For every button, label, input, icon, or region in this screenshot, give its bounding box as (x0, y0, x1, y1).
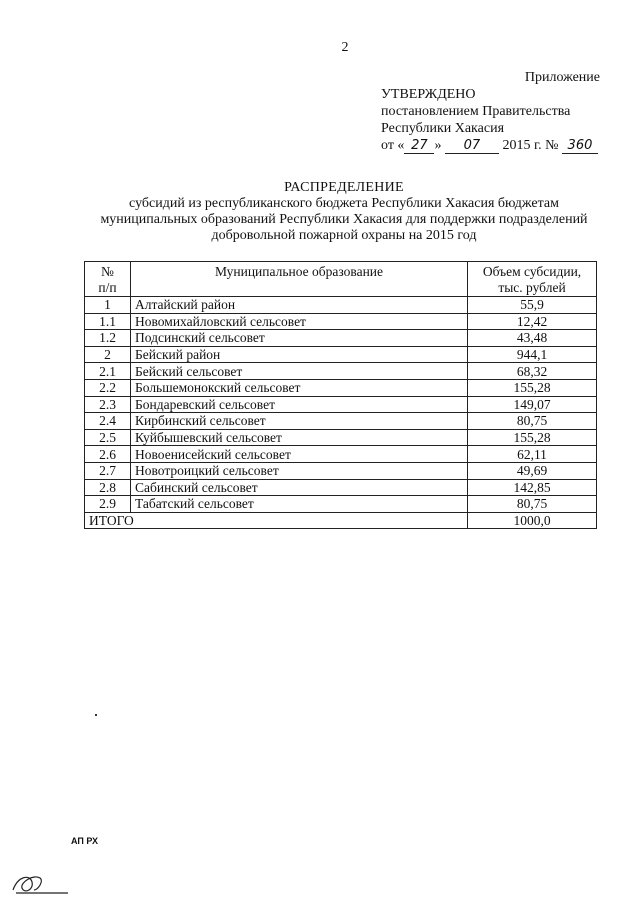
footer-mark: АП РХ (71, 836, 99, 846)
appendix-label: Приложение (524, 70, 600, 85)
row-municipality: Бондаревский сельсовет (131, 396, 468, 413)
row-number: 2.7 (85, 462, 131, 479)
row-municipality: Сабинский сельсовет (131, 479, 468, 496)
date-month: 07 (445, 139, 499, 154)
row-amount: 142,85 (468, 479, 597, 496)
date-year: 2015 г. № (502, 138, 559, 153)
row-municipality: Новоенисейский сельсовет (131, 446, 468, 463)
document-title: РАСПРЕДЕЛЕНИЕ (284, 180, 404, 195)
decree-number: 360 (562, 139, 598, 154)
row-number: 2.3 (85, 396, 131, 413)
row-municipality: Табатский сельсовет (131, 496, 468, 513)
row-amount: 43,48 (468, 330, 597, 347)
row-number: 1.1 (85, 313, 131, 330)
row-number: 1 (85, 297, 131, 314)
heading-line-2: муниципальных образований Республики Хакасия для поддержки подразделений (100, 212, 588, 227)
total-amount: 1000,0 (468, 512, 597, 529)
row-number: 2.5 (85, 429, 131, 446)
page-number: 2 (341, 40, 349, 55)
signature-scribble (10, 868, 70, 898)
row-amount: 62,11 (468, 446, 597, 463)
row-number: 2.2 (85, 379, 131, 396)
table-row (85, 363, 597, 380)
table-row (85, 446, 597, 463)
subsidy-table (84, 261, 597, 529)
table-row (85, 313, 597, 330)
row-municipality: Бейский район (131, 346, 468, 363)
row-amount: 80,75 (468, 496, 597, 513)
heading-line-3: добровольной пожарной охраны на 2015 год (211, 228, 477, 243)
heading-line-1: субсидий из республиканского бюджета Республики Хакасия бюджетам (129, 196, 559, 211)
row-municipality: Кирбинский сельсовет (131, 413, 468, 430)
table-row (85, 346, 597, 363)
header-amount-line-2: тыс. рублей (498, 280, 566, 295)
row-amount: 49,69 (468, 462, 597, 479)
table-row (85, 379, 597, 396)
stray-dot (95, 714, 97, 716)
table-row (85, 396, 597, 413)
row-number: 2.8 (85, 479, 131, 496)
row-municipality: Большемонокский сельсовет (131, 379, 468, 396)
approval-date-line (381, 137, 598, 154)
row-amount: 155,28 (468, 379, 597, 396)
table-header-row (85, 262, 597, 297)
header-amount-line-1: Объем субсидии, (482, 264, 582, 279)
header-number-line-1: № (101, 264, 114, 279)
approval-title: УТВЕРЖДЕНО (381, 87, 476, 102)
header-amount (468, 262, 597, 297)
total-row (85, 512, 597, 529)
row-number: 2.1 (85, 363, 131, 380)
row-number: 2.9 (85, 496, 131, 513)
row-number: 2.4 (85, 413, 131, 430)
header-number-line-2: п/п (98, 280, 117, 295)
table-row (85, 462, 597, 479)
header-number (85, 262, 131, 297)
date-mid: » (434, 138, 442, 153)
row-municipality: Бейский сельсовет (131, 363, 468, 380)
table-row (85, 297, 597, 314)
date-prefix: от « (381, 138, 405, 153)
row-amount: 12,42 (468, 313, 597, 330)
row-amount: 80,75 (468, 413, 597, 430)
row-amount: 55,9 (468, 297, 597, 314)
row-number: 2.6 (85, 446, 131, 463)
row-municipality: Новомихайловский сельсовет (131, 313, 468, 330)
approval-line-1: постановлением Правительства (381, 104, 571, 119)
header-name: Муниципальное образование (131, 262, 468, 297)
row-amount: 155,28 (468, 429, 597, 446)
row-municipality: Куйбышевский сельсовет (131, 429, 468, 446)
row-municipality: Новотроицкий сельсовет (131, 462, 468, 479)
table-row (85, 496, 597, 513)
table-body (85, 297, 597, 513)
row-municipality: Алтайский район (131, 297, 468, 314)
total-label: ИТОГО (85, 512, 468, 529)
row-number: 2 (85, 346, 131, 363)
table-row (85, 479, 597, 496)
table-row (85, 330, 597, 347)
approval-line-2: Республики Хакасия (381, 121, 505, 136)
row-amount: 68,32 (468, 363, 597, 380)
row-municipality: Подсинский сельсовет (131, 330, 468, 347)
approval-block (381, 86, 598, 154)
table-row (85, 429, 597, 446)
date-day: 27 (404, 139, 434, 154)
row-number: 1.2 (85, 330, 131, 347)
document-heading (64, 180, 624, 244)
row-amount: 149,07 (468, 396, 597, 413)
table-row (85, 413, 597, 430)
row-amount: 944,1 (468, 346, 597, 363)
